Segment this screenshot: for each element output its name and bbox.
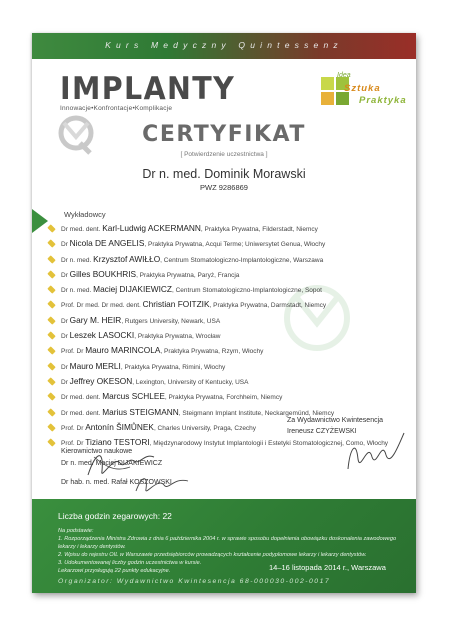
lecturer-place: , Praktyka Prywatna, Wrocław bbox=[134, 333, 221, 341]
certificate-title: CERTYFIKAT bbox=[142, 122, 306, 147]
lecturer-title: Prof. Dr bbox=[61, 440, 84, 448]
lecturer-item bbox=[44, 329, 414, 344]
hours-line bbox=[58, 511, 172, 521]
lecturer-title: Dr bbox=[61, 317, 68, 325]
participant-name: Dr n. med. Dominik Morawski bbox=[142, 167, 306, 181]
bullet-icon bbox=[47, 347, 55, 355]
lecturer-title: Dr bbox=[61, 241, 68, 249]
signatory-dijakiewicz: Dr n. med. Maciej DIJAKIEWICZ bbox=[61, 460, 163, 467]
basis-points-note: Lekarzowi przysługują 22 punkty edukacyjne. bbox=[58, 568, 171, 574]
bullet-icon bbox=[47, 331, 55, 339]
lecturer-name: Karl-Ludwig ACKERMANN bbox=[102, 223, 201, 233]
bullet-icon bbox=[47, 393, 55, 401]
lecturer-name: Tiziano TESTORI bbox=[85, 437, 150, 448]
hours-value: 22 bbox=[162, 511, 172, 521]
lecturer-name: Mauro MERLI bbox=[69, 360, 121, 371]
lecturer-item bbox=[44, 253, 414, 268]
bullet-icon bbox=[47, 224, 55, 232]
lecturer-item bbox=[44, 314, 414, 329]
lecturer-title: Dr bbox=[61, 378, 68, 386]
lecturer-item bbox=[44, 375, 414, 390]
bullet-icon bbox=[47, 316, 55, 324]
lecturer-title: Dr med. dent. bbox=[61, 226, 101, 233]
idea-word: Idea bbox=[337, 72, 351, 79]
basis-point-2: 2. Wpisu do rejestru OIL w Warszawie przedsiębiorców prowadzących kształcenie podyplomowe lekarzy i lekarzy dentystów. bbox=[58, 552, 367, 558]
lecturer-place: , Centrum Stomatologiczno-Implantologiczne, Warszawa bbox=[160, 256, 324, 264]
lecturer-name: Mauro MARINCOLA bbox=[85, 345, 161, 356]
lecturer-title: Dr n. med. bbox=[61, 256, 92, 264]
publisher-heading: Za Wydawnictwo Kwintesencja bbox=[287, 417, 384, 424]
bullet-icon bbox=[47, 362, 55, 370]
lecturer-place: , Steigmann Implant Institute, Neckargemünd, Niemcy bbox=[178, 409, 335, 417]
lecturer-name: Marius STEIGMANN bbox=[102, 406, 179, 417]
bullet-icon bbox=[47, 377, 55, 385]
course-date: 14–16 listopada 2014 r., Warszawa bbox=[269, 563, 386, 572]
signatory-czyzewski: Ireneusz CZYŻEWSKI bbox=[287, 428, 357, 435]
praktyka-word: Praktyka bbox=[359, 95, 407, 106]
bullet-icon bbox=[47, 240, 55, 248]
course-name: Kurs Medyczny Quintessenz bbox=[105, 40, 343, 50]
implanty-logo: IMPLANTY bbox=[60, 71, 236, 107]
signatory-koszowski: Dr hab. n. med. Rafał KOSZOWSKI bbox=[61, 479, 172, 486]
lecturer-title: Dr bbox=[61, 333, 68, 341]
lecturer-title: Prof. Dr bbox=[61, 348, 84, 356]
lecturer-place: , Praktyka Prywatna, Rzym, Włochy bbox=[160, 348, 264, 356]
lecturer-place: , Praktyka Prywatna, Filderstadt, Niemcy bbox=[200, 226, 318, 233]
hours-label: Liczba godzin zegarowych: bbox=[58, 511, 161, 521]
basis-heading: Na podstawie: bbox=[58, 528, 94, 534]
pwz-number: PWZ 9286869 bbox=[200, 183, 248, 192]
lecturer-place: , Praktyka Prywatna, Darmstadt, Niemcy bbox=[209, 302, 327, 310]
lecturer-title: Dr n. med. bbox=[61, 287, 92, 295]
bullet-icon bbox=[47, 423, 55, 431]
bullet-icon bbox=[47, 270, 55, 278]
header-band bbox=[32, 33, 416, 59]
certificate-paper bbox=[32, 33, 416, 593]
lecturer-title: Prof. Dr med. Dr med. dent. bbox=[61, 302, 141, 310]
lecturer-name: Gary M. HEIR bbox=[69, 314, 122, 325]
lecturer-place: , Międzynarodowy Instytut Implantologii i Estetyki Stomatologicznej, Como, Włochy bbox=[149, 440, 389, 448]
lecturer-name: Gilles BOUKHRIS bbox=[69, 268, 137, 279]
bullet-icon bbox=[47, 438, 55, 446]
lecturer-title: Dr med. dent. bbox=[61, 409, 101, 417]
lecturer-item bbox=[44, 268, 414, 283]
lecturer-place: , Praktyka Prywatna, Paryż, Francja bbox=[136, 271, 240, 279]
lecturer-place: , Charles University, Praga, Czechy bbox=[153, 424, 257, 432]
signature-scribble-3 bbox=[342, 429, 412, 479]
lecturer-place: , Rutgers University, Newark, USA bbox=[121, 317, 221, 325]
lecturer-item bbox=[44, 222, 414, 237]
lecturer-place: , Praktyka Prywatna, Acqui Terme; Uniwersytet Genua, Włochy bbox=[144, 241, 326, 249]
sztuka-word: Sztuka bbox=[344, 83, 381, 94]
lecturer-name: Krzysztof AWIŁŁO bbox=[93, 253, 161, 264]
lecturer-title: Dr bbox=[61, 363, 68, 371]
lecturer-title: Dr med. dent. bbox=[61, 394, 101, 402]
lecturer-name: Antonín ŠIMŮNEK bbox=[85, 421, 154, 432]
lecturer-place: , Praktyka Prywatna, Rimini, Włochy bbox=[120, 363, 226, 371]
lecturer-name: Maciej DIJAKIEWICZ bbox=[93, 284, 172, 295]
lecturer-place: , Lexington, University of Kentucky, USA bbox=[132, 378, 249, 386]
organizer-line: Organizator: Wydawnictwo Kwintesencja 68-000030-002-0017 bbox=[58, 578, 331, 585]
basis-point-1: 1. Rozporządzenia Ministra Zdrowia z dnia 6 października 2004 r. w sprawie sposobu dopełnienia obowiązku doskonalenia zawodowego lekarzy i lekarzy dentystów. bbox=[58, 536, 397, 550]
scientific-management-heading: Kierownictwo naukowe bbox=[61, 448, 133, 455]
lecturer-place: , Centrum Stomatologiczno-Implantologiczne, Sopot bbox=[172, 287, 322, 295]
lecturer-item bbox=[44, 237, 414, 252]
lecturer-item bbox=[44, 283, 414, 298]
lecturer-name: Leszek LASOCKI bbox=[69, 330, 135, 341]
lecturer-title: Prof. Dr bbox=[61, 424, 84, 432]
implanty-tagline: Innowacje•Konfrontacje•Komplikacje bbox=[60, 105, 173, 112]
lecturer-item bbox=[44, 298, 414, 313]
lecturer-title: Dr bbox=[61, 271, 68, 279]
signature-scribble-2 bbox=[132, 471, 192, 499]
bullet-icon bbox=[47, 255, 55, 263]
certificate-subtitle: [ Potwierdzenie uczestnictwa ] bbox=[180, 151, 268, 158]
bullet-icon bbox=[47, 408, 55, 416]
bullet-icon bbox=[47, 285, 55, 293]
lecturer-item bbox=[44, 344, 414, 359]
lecturers-heading: Wykładowcy bbox=[64, 210, 106, 219]
basis-point-3: 3. Udokumentowanej liczby godzin uczestnictwa w kursie. bbox=[58, 560, 202, 566]
lecturer-name: Christian FOITZIK bbox=[142, 299, 210, 310]
lecturer-place: , Praktyka Prywatna, Forchheim, Niemcy bbox=[164, 394, 283, 402]
lecturer-item bbox=[44, 360, 414, 375]
bullet-icon bbox=[47, 301, 55, 309]
lecturer-name: Marcus SCHLEE bbox=[102, 391, 165, 402]
lecturer-name: Jeffrey OKESON bbox=[69, 375, 133, 386]
lecturer-name: Nicola DE ANGELIS bbox=[69, 238, 145, 249]
lecturer-item bbox=[44, 390, 414, 405]
